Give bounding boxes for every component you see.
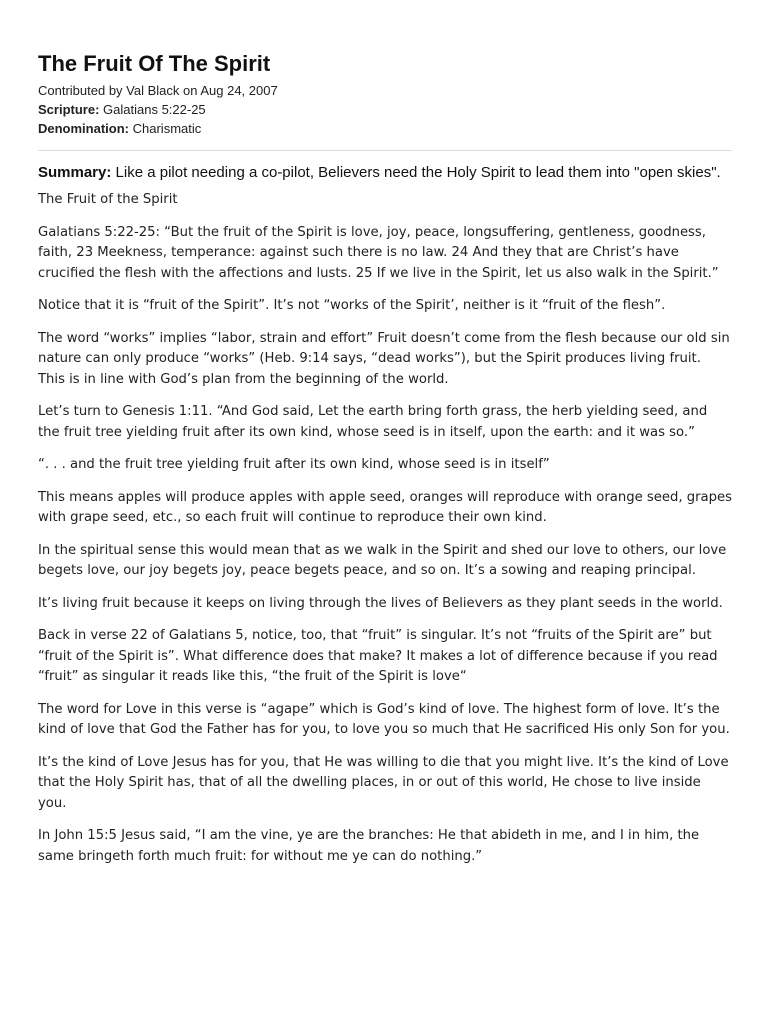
body-paragraph: “. . . and the fruit tree yielding fruit after its own kind, whose seed is in itself” <box>38 457 550 472</box>
body-paragraph: The Fruit of the Spirit <box>38 192 178 207</box>
body-paragraph: The word “works” implies “labor, strain and effort” Fruit doesn’t come from the flesh because our old sin nature can only produce “works” (Heb. 9:14 says, “dead works”), but the Spirit produces living fruit. This is in line with God’s plan from the beginning of the world. <box>38 330 730 387</box>
body-paragraph: Back in verse 22 of Galatians 5, notice, too, that “fruit” is singular. It’s not “fruits of the Spirit are” but “fruit of the Spirit is”. What difference does that make? It makes a lot of difference because if you read “fruit” as singular it reads like this, “the fruit of the Spirit is love“ <box>38 628 718 684</box>
scripture-label: Scripture: <box>38 102 100 117</box>
sermon-body <box>38 190 732 867</box>
body-paragraph: The word for Love in this verse is “agape” which is God’s kind of love. The highest form of love. It’s the kind of love that God the Father has for you, to love you so much that He sacrificed His only Son for you. <box>38 701 730 737</box>
denomination-label: Denomination: <box>38 121 129 136</box>
body-paragraph: Notice that it is “fruit of the Spirit”. It’s not “works of the Spirit’, neither is it “fruit of the flesh”. <box>38 298 666 313</box>
header-divider <box>38 150 732 151</box>
scripture-value: Galatians 5:22-25 <box>103 102 206 117</box>
contributor-line: Contributed by Val Black on Aug 24, 2007 <box>38 83 278 98</box>
summary-label: Summary: <box>38 164 112 181</box>
body-paragraph: Galatians 5:22-25: “But the fruit of the Spirit is love, joy, peace, longsuffering, gentleness, goodness, faith, 23 Meekness, temperance: against such there is no law. 24 And they that are Christ’s have crucified the flesh with the affections and lusts. 25 If we live in the Spirit, let us also walk in the Spirit.” <box>38 224 719 281</box>
scripture-line <box>38 100 732 119</box>
denomination-value: Charismatic <box>132 121 202 136</box>
body-paragraph: It’s the kind of Love Jesus has for you, that He was willing to die that you might live. It’s the kind of Love that the Holy Spirit has, that of all the dwelling places, in or out of this world, He chose to live inside you. <box>38 754 729 811</box>
body-paragraph: In the spiritual sense this would mean that as we walk in the Spirit and shed our love to others, our love begets love, our joy begets joy, peace begets peace, and so on. It’s a sowing and reaping principal. <box>38 542 727 578</box>
denomination-line <box>38 119 732 138</box>
summary-text: Like a pilot needing a co-pilot, Believers need the Holy Spirit to lead them into "open skies". <box>115 164 721 181</box>
body-paragraph: This means apples will produce apples with apple seed, oranges will reproduce with orange seed, grapes with grape seed, etc., so each fruit will continue to reproduce their own kind. <box>38 489 732 525</box>
body-paragraph: Let’s turn to Genesis 1:11. “And God said, Let the earth bring forth grass, the herb yielding seed, and the fruit tree yielding fruit after its own kind, whose seed is in itself, upon the earth: and it was so.” <box>38 404 708 440</box>
summary <box>38 163 732 183</box>
sermon-page <box>38 50 732 879</box>
page-title: The Fruit Of The Spirit <box>38 51 271 76</box>
body-paragraph: It’s living fruit because it keeps on living through the lives of Believers as they plant seeds in the world. <box>38 595 723 611</box>
body-paragraph: In John 15:5 Jesus said, “I am the vine, ye are the branches: He that abideth in me, and I in him, the same bringeth forth much fruit: for without me ye can do nothing.” <box>38 828 700 864</box>
